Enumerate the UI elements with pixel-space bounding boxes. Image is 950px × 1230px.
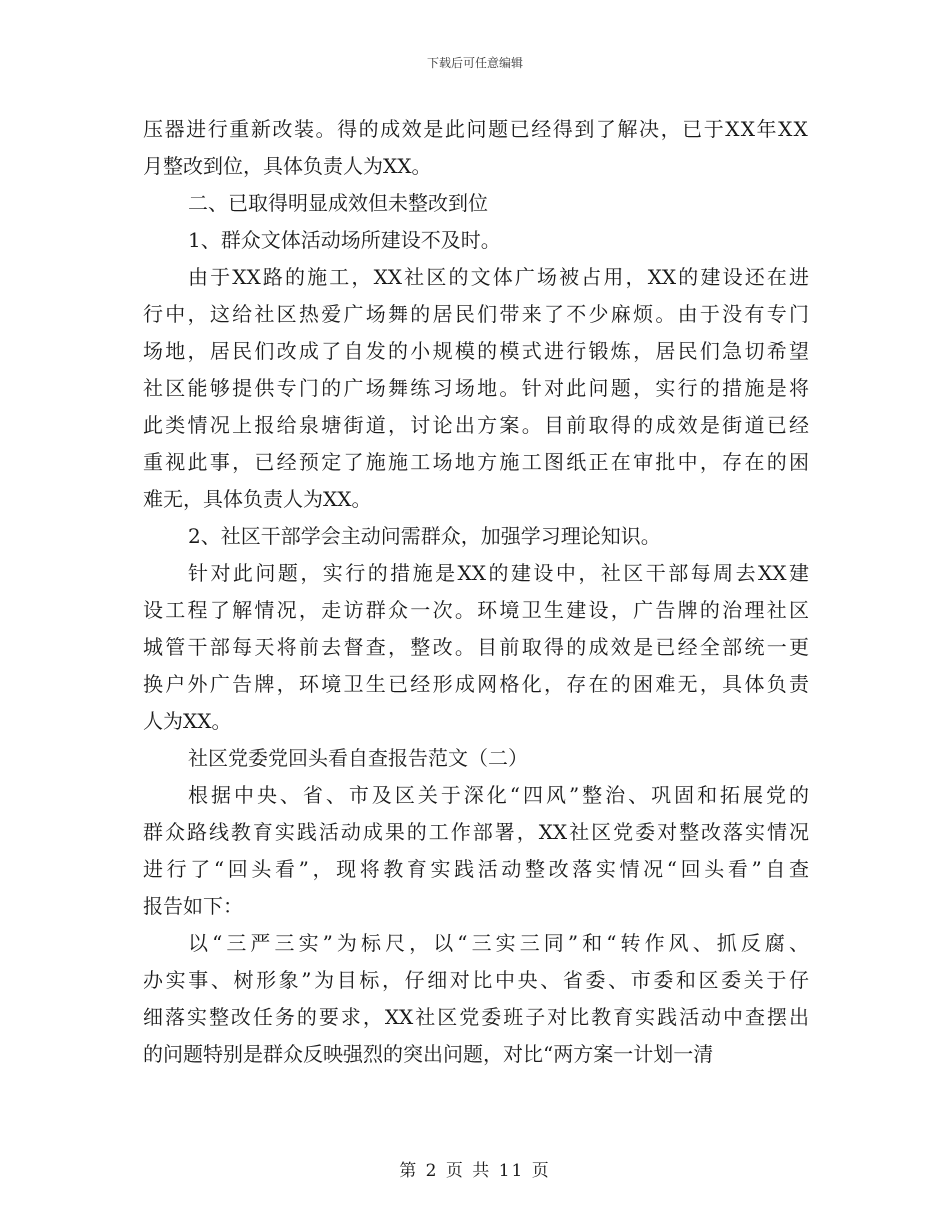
text-line: 场地，居民们改成了自发的小规模的模式进行锻炼，居民们急切希望 bbox=[143, 339, 809, 363]
text-line: 进行了“回头看”，现将教育实践活动整改落实情况“回头看”自查 bbox=[143, 857, 809, 881]
text-line: 细落实整改任务的要求，XX社区党委班子对比教育实践活动中查摆出 bbox=[143, 1005, 809, 1029]
text-line: 行中，这给社区热爱广场舞的居民们带来了不少麻烦。由于没有专门 bbox=[143, 302, 809, 326]
text-line: 以“三严三实”为标尺，以“三实三同”和“转作风、抓反腐、 bbox=[188, 931, 809, 955]
text-line: 人为XX。 bbox=[143, 709, 232, 733]
document-title: 社区党委党回头看自查报告范文（二） bbox=[188, 746, 528, 770]
text-line: 针对此问题，实行的措施是XX的建设中，社区干部每周去XX建 bbox=[188, 561, 809, 585]
text-line: 难无，具体负责人为XX。 bbox=[143, 487, 372, 511]
document-body bbox=[143, 111, 809, 1073]
text-line: 城管干部每天将前去督查，整改。目前取得的成效是已经全部统一更 bbox=[143, 635, 809, 659]
text-line: 此类情况上报给泉塘街道，讨论出方案。目前取得的成效是街道已经 bbox=[143, 413, 809, 437]
page-header: 下载后可任意编辑 bbox=[426, 56, 523, 70]
text-line: 社区能够提供专门的广场舞练习场地。针对此问题，实行的措施是将 bbox=[143, 376, 809, 400]
text-line: 由于XX路的施工，XX社区的文体广场被占用，XX的建设还在进 bbox=[188, 265, 809, 289]
text-line: 报告如下： bbox=[143, 894, 243, 918]
text-line: 设工程了解情况，走访群众一次。环境卫生建设，广告牌的治理社区 bbox=[143, 598, 809, 622]
text-line: 月整改到位，具体负责人为XX。 bbox=[143, 154, 432, 178]
subsection-heading: 2、社区干部学会主动问需群众，加强学习理论知识。 bbox=[188, 524, 661, 548]
text-line: 换户外广告牌，环境卫生已经形成网格化，存在的困难无，具体负责 bbox=[143, 672, 809, 696]
text-line: 根据中央、省、市及区关于深化“四风”整治、巩固和拓展党的 bbox=[188, 783, 809, 807]
section-heading: 二、已取得明显成效但未整改到位 bbox=[188, 191, 488, 215]
text-line: 的问题特别是群众反映强烈的突出问题，对比“两方案一计划一清 bbox=[143, 1042, 714, 1066]
text-line: 重视此事，已经预定了施施工场地方施工图纸正在审批中，存在的困 bbox=[143, 450, 809, 474]
text-line: 群众路线教育实践活动成果的工作部署，XX社区党委对整改落实情况 bbox=[143, 820, 809, 844]
page-footer: 第 2 页 共 11 页 bbox=[399, 1161, 551, 1181]
text-line: 办实事、树形象”为目标，仔细对比中央、省委、市委和区委关于仔 bbox=[143, 968, 809, 992]
text-line: 压器进行重新改装。得的成效是此问题已经得到了解决，已于XX年XX bbox=[143, 117, 809, 141]
subsection-heading: 1、群众文体活动场所建设不及时。 bbox=[188, 228, 501, 252]
